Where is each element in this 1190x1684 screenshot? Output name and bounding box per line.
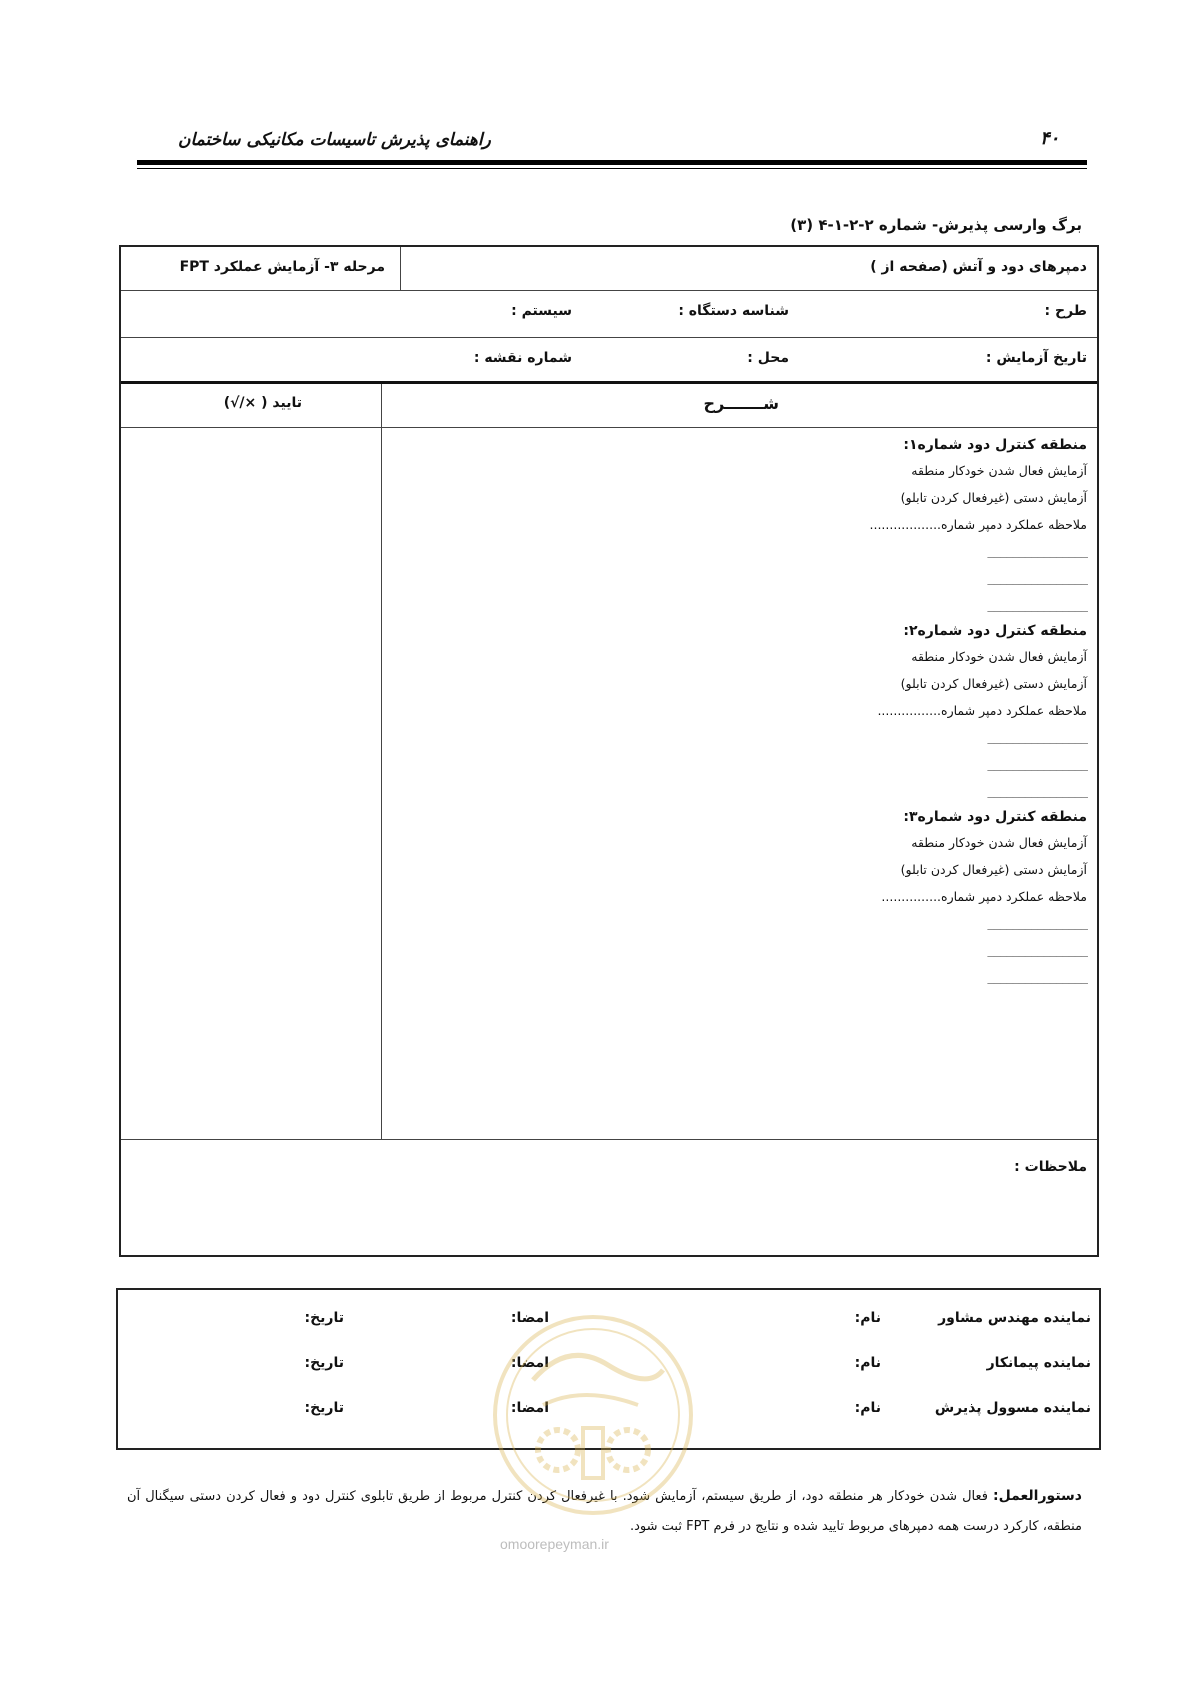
blank-line: ________________ [987,970,1087,984]
date-field-label: تاریخ: [304,1355,344,1371]
signer-role: نماینده مهندس مشاور [938,1310,1091,1326]
device-id-label: شناسه دستگاه : [678,303,789,319]
zone-item: ملاحظه عملکرد دمپر شماره................ [877,703,1087,718]
row-divider [121,427,1097,428]
header-rule-thick [137,160,1087,165]
zone-title: منطقه کنترل دود شماره۳: [903,809,1087,825]
approval-column-divider [381,384,382,1139]
watermark-site: omoorepeyman.ir [500,1536,609,1552]
instructions-label: دستورالعمل: [993,1488,1082,1504]
stage-divider [400,247,401,290]
name-field-label: نام: [854,1355,881,1371]
sign-field-label: امضا: [510,1355,549,1371]
sign-field-label: امضا: [510,1400,549,1416]
zone-title: منطقه کنترل دود شماره۲: [903,623,1087,639]
zone-title: منطقه کنترل دود شماره۱: [903,437,1087,453]
subject-cell: دمپرهای دود و آتش (صفحه از ) [870,259,1087,275]
zone-block [870,619,1088,805]
row-divider [121,1139,1097,1140]
blank-line: ________________ [987,598,1087,612]
zone-item: ملاحظه عملکرد دمپر شماره............... [881,889,1087,904]
row-divider-bold [121,381,1097,384]
description-content [870,433,1088,991]
blank-line: ________________ [987,571,1087,585]
system-label: سیستم : [511,303,572,319]
page-number: ۴۰ [1040,128,1060,149]
blank-line: ________________ [987,544,1087,558]
blank-line: ________________ [987,784,1087,798]
date-field-label: تاریخ: [304,1310,344,1326]
zone-item: آزمایش فعال شدن خودکار منطقه [911,649,1087,664]
notes-label: ملاحظات : [1014,1159,1087,1175]
zone-item: آزمایش دستی (غیرفعال کردن تابلو) [900,862,1087,877]
location-label: محل : [747,350,789,366]
stage-cell: مرحله ۳- آزمایش عملکرد FPT [179,259,385,275]
watermark-logo-icon [488,1310,698,1520]
signer-role: نماینده مسوول پذیرش [934,1400,1091,1416]
zone-item: آزمایش دستی (غیرفعال کردن تابلو) [900,490,1087,505]
date-field-label: تاریخ: [304,1400,344,1416]
book-title: راهنمای پذیرش تاسیسات مکانیکی ساختمان [178,130,491,150]
zone-block [870,805,1088,991]
sign-field-label: امضا: [510,1310,549,1326]
project-label: طرح : [1044,303,1087,319]
description-header: شـــــــرح [703,394,779,413]
zone-item: آزمایش فعال شدن خودکار منطقه [911,463,1087,478]
name-field-label: نام: [854,1310,881,1326]
zone-item: آزمایش فعال شدن خودکار منطقه [911,835,1087,850]
row-divider [121,290,1097,291]
approval-header: تایید ( ×/√) [223,395,302,411]
header-rule-thin [137,168,1087,169]
blank-line: ________________ [987,943,1087,957]
test-date-label: تاریخ آزمایش : [985,350,1087,366]
signer-role: نماینده پیمانکار [986,1355,1091,1371]
zone-item: آزمایش دستی (غیرفعال کردن تابلو) [900,676,1087,691]
zone-block [870,433,1088,619]
blank-line: ________________ [987,757,1087,771]
instructions-text: فعال شدن خودکار هر منطقه دود، از طریق سیستم، آزمایش شود. با غیرفعال کردن کنترل مربوط از طریق تابلوی کنترل دود و فعال کردن دستی سیگنال آن منطقه، کارکرد درست همه دمپرهای مربوط تایید شده و نتایج در فرم FPT ثبت شود. [127,1489,1082,1534]
row-divider [121,337,1097,338]
zone-item: ملاحظه عملکرد دمپر شماره.................. [869,517,1087,532]
blank-line: ________________ [987,730,1087,744]
name-field-label: نام: [854,1400,881,1416]
blank-line: ________________ [987,916,1087,930]
form-title: برگ وارسی پذیرش- شماره ۲-۲-۱-۴ (۳) [790,216,1082,234]
drawing-no-label: شماره نقشه : [473,350,572,366]
checklist-form [119,245,1099,1257]
